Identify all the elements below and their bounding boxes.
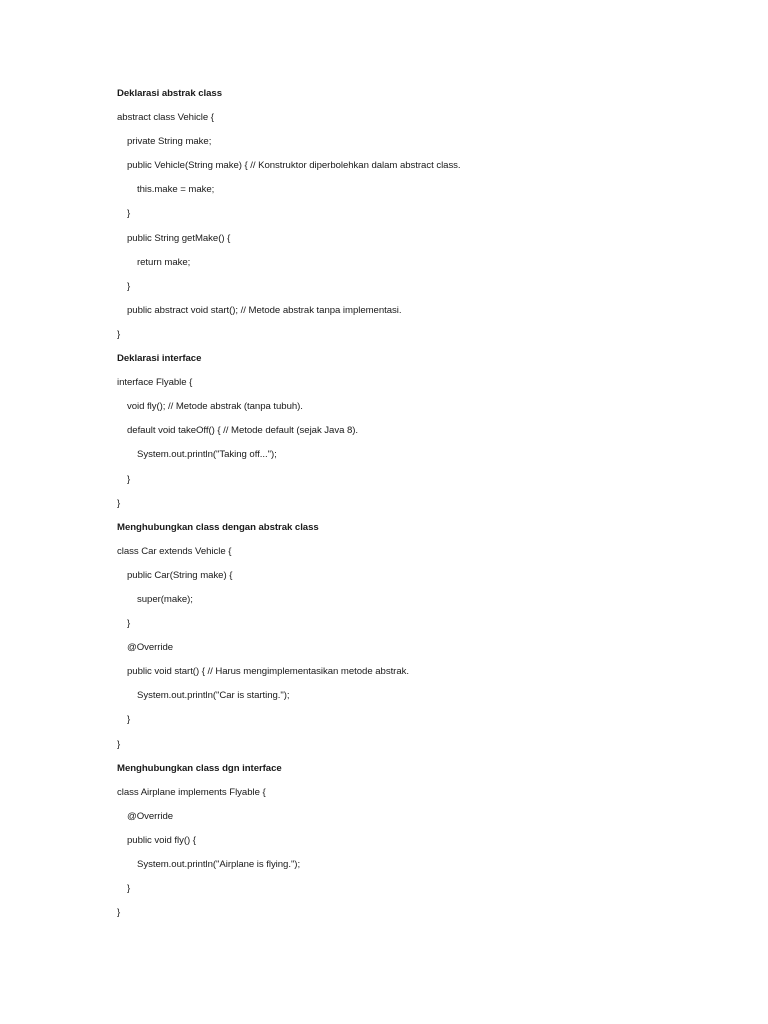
section-heading: Deklarasi interface [117, 353, 202, 365]
code-line: System.out.println("Car is starting."); [137, 690, 290, 702]
code-line: } [117, 907, 121, 919]
code-line: public Car(String make) { [127, 569, 233, 581]
code-line: System.out.println("Taking off..."); [137, 449, 277, 461]
code-line: } [127, 714, 131, 726]
code-line: class Airplane implements Flyable { [117, 786, 266, 798]
code-line: } [117, 738, 121, 750]
code-line: } [127, 208, 131, 220]
code-line: @Override [127, 642, 174, 654]
code-line: } [127, 618, 131, 630]
code-line: interface Flyable { [117, 377, 193, 389]
code-line: private String make; [127, 136, 212, 148]
code-line: class Car extends Vehicle { [117, 545, 232, 557]
code-line: public Vehicle(String make) { // Konstruktor diperbolehkan dalam abstract class. [127, 160, 461, 172]
code-line: default void takeOff() { // Metode default (sejak Java 8). [127, 425, 359, 437]
code-line: } [127, 883, 131, 895]
code-line: super(make); [137, 593, 193, 605]
code-line: void fly(); // Metode abstrak (tanpa tubuh). [127, 401, 303, 413]
code-line: System.out.println("Airplane is flying."); [137, 859, 301, 870]
code-line: public String getMake() { [127, 232, 231, 244]
section-heading: Deklarasi abstrak class [117, 88, 222, 99]
code-line: abstract class Vehicle { [117, 112, 214, 124]
code-line: this.make = make; [137, 184, 215, 196]
code-line: public void start() { // Harus mengimplementasikan metode abstrak. [127, 666, 409, 678]
code-line: @Override [127, 810, 174, 822]
code-line: } [127, 473, 131, 485]
section-heading: Menghubungkan class dgn interface [117, 762, 282, 774]
code-line: } [127, 280, 131, 292]
code-line: } [117, 497, 121, 509]
code-line: public abstract void start(); // Metode abstrak tanpa implementasi. [127, 304, 402, 316]
section-heading: Menghubungkan class dengan abstrak class [117, 521, 319, 533]
code-line: } [117, 328, 121, 340]
code-line: return make; [137, 256, 191, 268]
code-line: public void fly() { [127, 834, 196, 846]
document-page [117, 84, 737, 927]
